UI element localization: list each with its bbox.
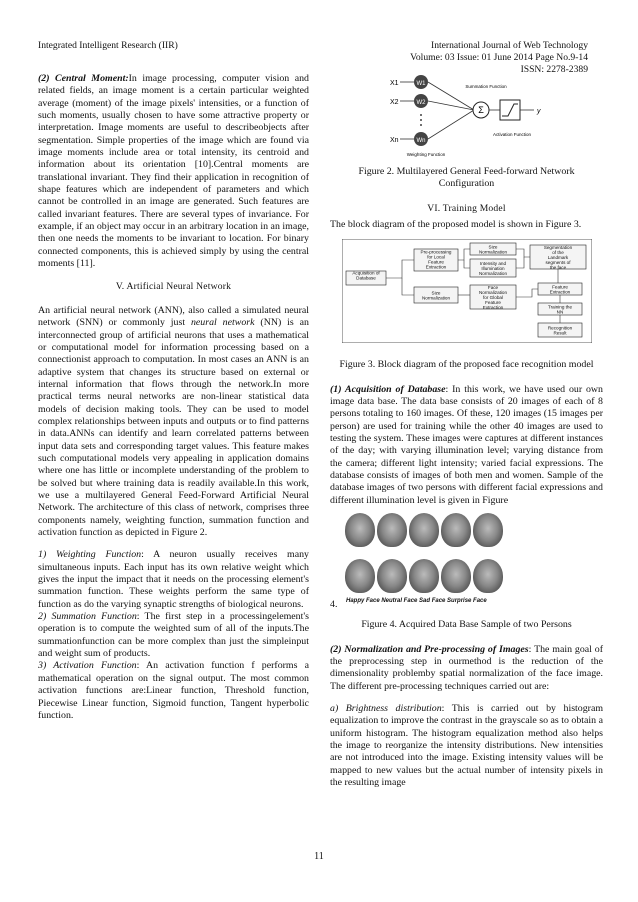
face-image	[409, 513, 439, 547]
sigma-symbol: Σ	[477, 105, 484, 115]
svg-text:Pre-processingfor LocalFeature: Pre-processing for Local Feature Extraction	[420, 249, 451, 270]
block-size-normalization-1	[470, 243, 516, 255]
svg-text:FaceNormalizationfor GlobalFea: Face Normalization for Global Feature Extraction	[478, 285, 507, 311]
journal-left-header: Integrated Intelligent Research (IIR)	[38, 40, 178, 51]
section-5-heading: V. Artificial Neural Network	[115, 280, 232, 292]
brightness-text: : This is carried out by histogram equalization to improve the contrast in the grayscale so as to obtain a uniform histogram. The histogram equalization method also helps the image to reorganize the intensity distributions. New intensities are not introduced into the image. Existing intensity values will be mapped to new values but the actual number of intensity pixels in the resulting image	[330, 702, 604, 788]
figure-4-suffix: 4.	[330, 599, 338, 611]
central-moment-text: In image processing, computer vision and related fields, an image moment is a certain particular weighted average (moment) of the image pixels' intensities, or a function of such moments, usually chosen to have some attractive property or interpretation. Image moments are useful to describeobjects after segmentation. Simple properties of the image which are found via image moments include area or total intensity, its centroid and information about its orientation [10].Central moments are translational invariant. They find their application in recognition of shape features which are independent of parameters and which cannot be controlled in an image are generated. Such features are called invariant features. There are several types of invariance. For example, if an object may occur in an arbitrary location in an image, then one needs the moments to be invariant to location. For binary connected components, this is achieved simply by using the central moments [11].	[38, 73, 309, 270]
svg-text:Intensity andIlluminationNorma: Intensity and Illumination Normalization	[478, 261, 507, 277]
wn-label: Wn	[416, 138, 425, 144]
svg-text:Acquisition ofDatabase: Acquisition of Database	[351, 270, 380, 281]
block-recognition-result	[538, 323, 582, 337]
block-diagram-svg	[342, 239, 592, 343]
journal-issn: ISSN: 2278-2389	[520, 64, 588, 75]
ann-paragraph	[38, 305, 309, 540]
figure-3-block-diagram	[342, 239, 592, 343]
block-feature-extraction	[538, 283, 582, 295]
figure-2-caption: Figure 2. Multilayered General Feed-forward Network Configuration	[358, 166, 575, 190]
block-size-normalization-2	[414, 287, 458, 303]
right-column	[330, 70, 603, 795]
block-segmentation	[530, 245, 586, 270]
summation-paragraph	[38, 611, 309, 660]
weighting-text: : A neuron usually receives many simultaneous inputs. Each input has its own relative weight which gives the input the impact that it needs on the processing element's summation function. These weights perform the same type of function as do the varying synaptic strengths of biological neurons.	[38, 549, 309, 610]
figure-4-face-samples	[344, 513, 524, 595]
section-6-heading: VI. Training Model	[427, 202, 506, 214]
svg-text:SizeNormalization: Size Normalization	[421, 290, 450, 301]
figure-4-label-row	[330, 597, 603, 611]
activation-label: 3) Activation Function	[38, 660, 137, 672]
page-number: 11	[314, 851, 324, 862]
activation-paragraph	[38, 660, 309, 722]
acquisition-paragraph	[330, 384, 603, 507]
activation-text: : An activation function f performs a mathematical operation on the signal output. The most common activation functions are:Linear function, Threshold function, Piecewise Linear function, Sigmoid function, Tangent hyperbolic function.	[38, 660, 309, 721]
activation-box	[500, 100, 520, 120]
y-output-label: y	[536, 108, 540, 115]
face-image	[345, 513, 375, 547]
xn-label: Xn	[389, 137, 399, 144]
summation-label: 2) Summation Function	[38, 611, 137, 623]
ann-text-italic: neural network	[190, 317, 255, 329]
normalization-text: : The main goal of the preprocessing step in ourmethod is the reduction of the dimensionality problemby spatial normalization of the face image. The different pre-processing techniques carried out are:	[330, 643, 603, 692]
neuron-svg	[382, 70, 552, 160]
acquisition-text: : In this work, we have used our own image data base. The data base consists of 20 images of each of 8 persons totaling to 160 images. Of these, 120 images (15 images per person) are used for training while the other 40 images are used to testing the system. These images were captures at different instances of the day; with varying illumination level; varying distance from the camera; different light intensity; varied facial expressions. The database consists of images of both men and women. Sample of the database images of two persons with different facial expressions and different illumination level is given in Figure	[330, 383, 603, 506]
weighting-label: 1) Weighting Function	[38, 549, 142, 561]
face-row-1	[344, 513, 524, 549]
face-image	[345, 559, 375, 593]
figure-2-neuron-diagram	[382, 70, 552, 160]
face-row-2	[344, 559, 524, 595]
face-image	[377, 559, 407, 593]
block-preprocessing-local	[414, 249, 458, 271]
svg-text:Training theNN: Training the NN	[547, 304, 572, 315]
journal-volume: Volume: 03 Issue: 01 June 2014 Page No.9-14	[410, 52, 588, 63]
w1-label: W1	[416, 81, 425, 87]
journal-title: International Journal of Web Technology	[431, 40, 588, 51]
block-face-normalization	[470, 285, 516, 310]
w2-label: W2	[416, 100, 425, 106]
activation-function-label: Activation Function	[492, 132, 531, 137]
svg-text:FeatureExtraction: Feature Extraction	[549, 284, 570, 295]
face-image	[441, 513, 471, 547]
x2-label: X2	[389, 99, 399, 106]
svg-text:Segmentationof theLandmarksegm: Segmentation of the Landmark segments of the face	[543, 245, 572, 271]
face-image	[473, 513, 503, 547]
weighting-paragraph	[38, 549, 309, 611]
left-column	[38, 73, 309, 728]
block-intensity-normalization	[470, 259, 516, 277]
summation-function-label: Summation Function	[464, 84, 507, 89]
summation-text: : The first step in a processingelement's operation is to compute the weighted sum of all of the inputs.The summationfunction can be more complex than just the simpleinput and weight sum of products.	[38, 611, 309, 660]
brightness-paragraph	[330, 703, 603, 789]
expression-labels: Happy Face Neutral Face Sad Face Surprise Face	[346, 598, 487, 605]
figure-3-caption: Figure 3. Block diagram of the proposed face recognition model	[339, 359, 594, 371]
normalization-paragraph	[330, 644, 603, 693]
face-image	[441, 559, 471, 593]
normalization-label: (2) Normalization and Pre-processing of Images	[330, 643, 529, 655]
x1-label: X1	[389, 80, 399, 87]
weighting-function-label: Weighting Function	[406, 152, 445, 157]
central-moment-paragraph	[38, 73, 309, 271]
brightness-label: a) Brightness distribution	[330, 702, 442, 714]
figure-4-caption: Figure 4. Acquired Data Base Sample of two Persons	[361, 619, 572, 631]
acquisition-label: (1) Acquisition of Database	[330, 383, 446, 395]
face-image	[473, 559, 503, 593]
face-image	[409, 559, 439, 593]
ann-text-b: (NN) is an interconnected group of artificial neurons that uses a mathematical or computational model for information processing based on a connectionist approach to computation. In most cases an ANN is an adaptive system that changes its structure based on external or internal information that flows through the network.In more practical terms neural networks are non-linear statistical data models of decision making tools. They can be used to model complex relationships between inputs and outputs or to find patterns in data.ANNs can identify and learn correlated patterns between input data sets and corresponding target values. This feature makes such computational models very appealing in application domains where one has little or incomplete understanding of the problem to be solved but where training data is readily available.In this work, we use a multilayered General Feed-Forward Artificial Neural Network. The architecture of this class of network, comprises three components namely, weighting function, summation function and activation function as depicted in Figure 2.	[38, 317, 309, 539]
training-model-intro: The block diagram of the proposed model is shown in Figure 3.	[330, 219, 582, 231]
central-moment-label: (2) Central Moment:	[38, 73, 129, 84]
svg-text:RecognitionResult: Recognition Result	[547, 325, 572, 336]
block-acquisition	[346, 271, 386, 286]
ann-text-a: An artificial neural network (ANN), also called a simulated neural network (SNN) or commonly just	[38, 304, 309, 329]
svg-text:SizeNormalization: Size Normalization	[478, 244, 507, 255]
face-image	[377, 513, 407, 547]
block-training-nn	[538, 303, 582, 315]
